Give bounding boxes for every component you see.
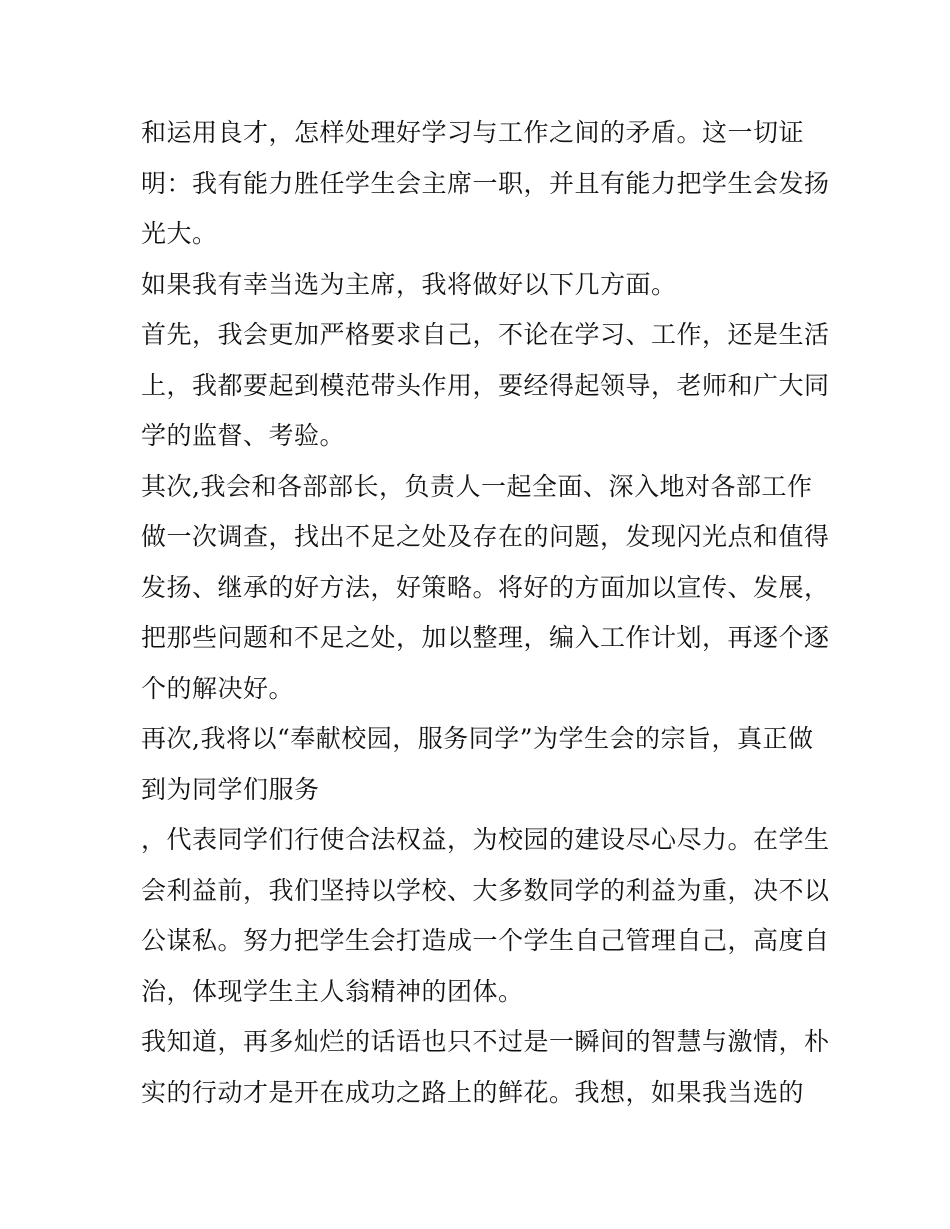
text-line: 会利益前，我们坚持以学校、大多数同学的利益为重，决不以	[141, 875, 830, 905]
text-line: 明：我有能力胜任学生会主席一职，并且有能力把学生会发扬	[141, 168, 830, 198]
text-line: ，代表同学们行使合法权益，为校园的建设尽心尽力。在学生	[141, 825, 830, 854]
text-line: 如果我有幸当选为主席，我将做好以下几方面。	[141, 269, 677, 299]
text-line: 实的行动才是开在成功之路上的鲜花。我想，如果我当选的	[141, 1077, 805, 1107]
text-line: 到为同学们服务	[141, 774, 320, 804]
text-line: 发扬、继承的好方法，好策略。将好的方面加以宣传、发展，	[141, 572, 830, 602]
text-line: 把那些问题和不足之处，加以整理，编入工作计划，再逐个逐	[141, 623, 830, 652]
text-line: 光大。	[141, 219, 218, 248]
text-line: 其次,我会和各部部长，负责人一起全面、深入地对各部工作	[141, 471, 813, 501]
text-line: 再次,我将以“奉献校园，服务同学”为学生会的宗旨，真正做	[141, 724, 814, 753]
text-line: 首先，我会更加严格要求自己，不论在学习、工作，还是生活	[141, 320, 830, 349]
text-line: 上，我都要起到模范带头作用，要经得起领导，老师和广大同	[141, 370, 830, 400]
text-line: 和运用良才，怎样处理好学习与工作之间的矛盾。这一切证	[141, 118, 805, 147]
text-line: 个的解决好。	[141, 673, 295, 703]
text-line: 学的监督、考验。	[141, 421, 346, 450]
body-text	[141, 108, 830, 1118]
text-line: 公谋私。努力把学生会打造成一个学生自己管理自己，高度自	[141, 926, 830, 955]
text-line: 治，体现学生主人翁精神的团体。	[141, 976, 524, 1006]
text-line: 做一次调查，找出不足之处及存在的问题，发现闪光点和值得	[141, 522, 830, 551]
text-line: 我知道，再多灿烂的话语也只不过是一瞬间的智慧与激情，朴	[141, 1027, 830, 1056]
